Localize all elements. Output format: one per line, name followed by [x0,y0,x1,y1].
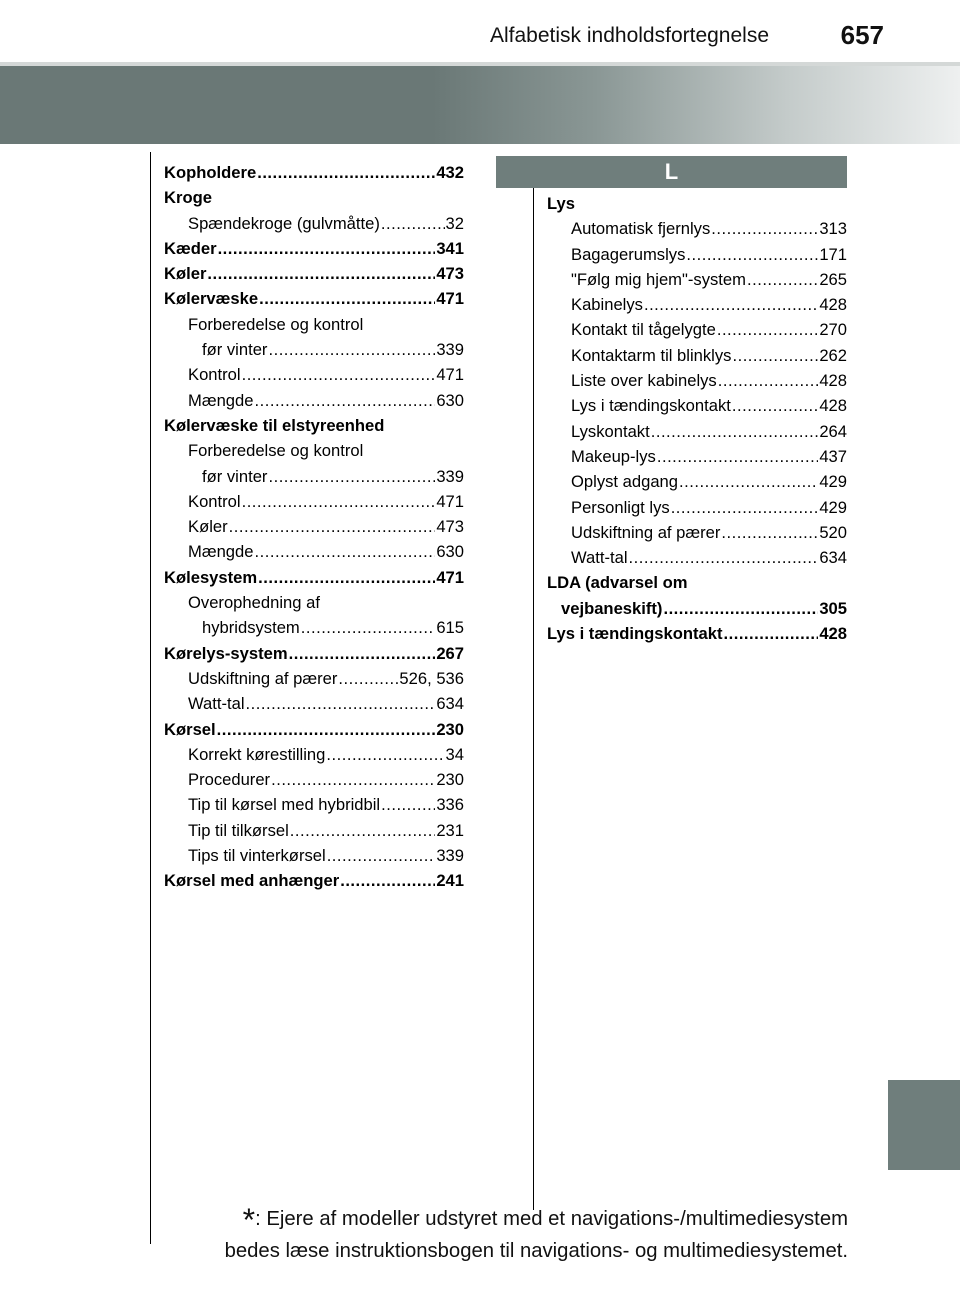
index-term: Spændekroge (gulvmåtte) [188,213,380,233]
dot-leader [747,267,818,292]
dot-leader [340,868,435,893]
dot-leader [290,818,436,843]
index-term: Kørsel med anhænger [164,871,340,891]
index-term: Kontrol [188,491,241,511]
index-page-ref: 520 [819,522,847,542]
dot-leader [651,419,819,444]
dot-leader [218,236,436,261]
index-term: Overophedning af [188,593,320,613]
index-page-ref: 429 [819,472,847,492]
index-term: Mængde [188,390,254,410]
dot-leader [721,520,818,545]
index-term: Personligt lys [571,497,670,517]
index-term: Lys i tændingskontakt [547,624,723,644]
index-entry [164,565,464,590]
index-entry [547,393,847,418]
index-entry [164,666,464,691]
column-divider [533,186,534,1210]
dot-leader [289,641,436,666]
index-term: Liste over kabinelys [571,371,717,391]
index-page-ref: 313 [819,219,847,239]
dot-leader [644,292,818,317]
index-term: Forberedelse og kontrol [188,441,364,461]
index-entry [164,211,464,236]
index-term: Watt-tal [571,548,628,568]
index-term: Automatisk fjernlys [571,219,711,239]
index-entry [164,767,464,792]
dot-leader [717,317,818,342]
dot-leader [246,691,436,716]
index-page-ref: 432 [436,163,464,182]
dot-leader [268,464,435,489]
dot-leader [268,337,435,362]
index-entry [164,160,464,185]
index-entry [164,868,464,893]
index-entry [164,185,464,210]
index-page-ref: 241 [436,871,464,891]
index-page-ref: 630 [436,542,464,562]
index-entry [547,368,847,393]
index-page-ref: 32 [445,213,464,233]
index-entry [164,717,464,742]
index-entry [547,495,847,520]
dot-leader [718,368,819,393]
index-term: Kontaktarm til blinklys [571,345,732,365]
index-page-ref: 270 [819,320,847,340]
index-page-ref: 230 [436,770,464,790]
index-entry [164,236,464,261]
index-page-ref: 305 [819,598,847,618]
index-entry [547,242,847,267]
index-term: Oplyst adgang [571,472,679,492]
index-page-ref: 267 [436,643,464,663]
index-entry [164,615,464,640]
footnote-text-1: : Ejere af modeller udstyret med et navigations-/multimediesystem [255,1208,848,1230]
index-term: før vinter [202,466,268,486]
index-page-ref: 264 [819,421,847,441]
index-term: Kølervæske til elstyreenhed [164,415,385,435]
index-entry [547,520,847,545]
chapter-thumb-tab [888,1080,960,1170]
index-term: Tip til tilkørsel [188,820,289,840]
index-page-ref: 471 [436,365,464,385]
index-term: Udskiftning af pærer [188,668,338,688]
index-term: Mængde [188,542,254,562]
index-term: Watt-tal [188,694,245,714]
index-page-ref: 471 [436,289,464,309]
index-term: Kørelys-system [164,643,288,663]
index-term: Kroge [164,188,212,208]
index-term: Korrekt kørestilling [188,744,326,764]
dot-leader [381,792,435,817]
index-entry [164,337,464,362]
index-term: Kæder [164,238,217,258]
dot-leader [255,539,436,564]
index-page-ref: 336 [436,795,464,815]
index-entry [547,570,847,595]
index-term: Kølervæske [164,289,259,309]
index-entry [547,419,847,444]
index-entry [547,621,847,646]
dot-leader [217,717,436,742]
index-page-ref: 634 [436,694,464,714]
index-page-ref: 428 [819,396,847,416]
index-page-ref: 341 [436,238,464,258]
index-term: Kontakt til tågelygte [571,320,716,340]
index-term: Udskiftning af pærer [571,522,721,542]
index-page-ref: 230 [436,719,464,739]
section-letter-header: L [496,156,847,188]
index-term: Kontrol [188,365,241,385]
index-term: vejbaneskift) [561,598,663,618]
index-term: Køler [188,517,228,537]
page-number: 657 [840,20,884,50]
index-entry [164,388,464,413]
dot-leader [271,767,435,792]
index-entry [547,317,847,342]
index-page-ref: 473 [436,264,464,284]
index-term: "Følg mig hjem"-system [571,269,746,289]
index-entry [164,590,464,615]
index-term: hybridsystem [202,618,300,638]
dot-leader [257,160,435,185]
dot-leader [259,286,435,311]
index-entry [164,413,464,438]
index-entry [547,267,847,292]
index-page-ref: 471 [436,567,464,587]
index-page-ref: 231 [436,820,464,840]
dot-leader [255,388,436,413]
footnote [200,1204,848,1267]
index-entry [547,444,847,469]
index-entry [547,292,847,317]
dot-leader [679,469,818,494]
index-term: Kopholdere [164,163,257,182]
dot-leader [327,843,436,868]
index-page-ref: 339 [436,466,464,486]
index-term: Forberedelse og kontrol [188,314,364,334]
running-header-title: Alfabetisk indholdsfortegnelse [490,24,770,47]
index-entry [164,742,464,767]
index-term: LDA (advarsel om [547,573,688,593]
index-entry [164,539,464,564]
dot-leader [229,514,436,539]
dot-leader [301,615,436,640]
dot-leader [663,596,818,621]
dot-leader [242,489,436,514]
index-page-ref: 630 [436,390,464,410]
index-entry [164,641,464,666]
index-page-ref: 265 [819,269,847,289]
dot-leader [338,666,398,691]
left-column-rule [150,152,151,1244]
index-page-ref: 428 [819,371,847,391]
index-entry [164,818,464,843]
dot-leader [326,742,444,767]
index-entry [547,216,847,241]
dot-leader [711,216,818,241]
dot-leader [657,444,818,469]
index-term: Lys [547,194,575,213]
index-entry [547,469,847,494]
dot-leader [723,621,818,646]
index-page-ref: 34 [445,744,464,764]
index-page-ref: 262 [819,345,847,365]
dot-leader [381,211,445,236]
dot-leader [671,495,819,520]
index-column-right [547,191,847,646]
index-entry [547,545,847,570]
index-entry [547,191,847,216]
footnote-line-2: bedes læse instruktionsbogen til navigations- og multimediesystemet. [224,1240,848,1262]
header-band [0,62,960,144]
dot-leader [258,565,435,590]
index-entry [164,286,464,311]
index-term: Køler [164,264,207,284]
index-term: Tips til vinterkørsel [188,846,326,866]
index-term: Kørsel [164,719,216,739]
index-page-ref: 437 [819,446,847,466]
index-page-ref: 428 [819,624,847,644]
index-entry [164,792,464,817]
index-page-ref: 339 [436,846,464,866]
index-page-ref: 473 [436,517,464,537]
index-term: Tip til kørsel med hybridbil [188,795,381,815]
index-entry [164,691,464,716]
footnote-star: * [242,1202,256,1238]
dot-leader [732,393,818,418]
index-entry [164,843,464,868]
index-entry [164,438,464,463]
index-entry [164,464,464,489]
dot-leader [242,362,436,387]
index-term: Lys i tændingskontakt [571,396,731,416]
index-page-ref: 171 [819,244,847,264]
dot-leader [732,343,818,368]
dot-leader [207,261,435,286]
index-page-ref: 471 [436,491,464,511]
index-term: Procedurer [188,770,271,790]
index-entry [164,362,464,387]
footnote-line-1 [200,1204,848,1236]
index-entry [164,489,464,514]
index-entry [547,343,847,368]
index-page-ref: 615 [436,618,464,638]
index-term: Kabinelys [571,295,643,315]
index-entry [164,514,464,539]
dot-leader [629,545,819,570]
index-term: Lyskontakt [571,421,650,441]
index-entry [164,261,464,286]
index-page-ref: 339 [436,340,464,360]
index-term: før vinter [202,340,268,360]
index-column-left [164,160,464,894]
index-term: Bagagerumslys [571,244,686,264]
dot-leader [686,242,818,267]
index-page-ref: 526, 536 [399,668,464,688]
index-entry [164,312,464,337]
index-page-ref: 429 [819,497,847,517]
index-page-ref: 634 [819,548,847,568]
index-entry [547,596,847,621]
index-term: Makeup-lys [571,446,656,466]
index-page-ref: 428 [819,295,847,315]
header-band-line [0,62,960,66]
index-term: Kølesystem [164,567,258,587]
